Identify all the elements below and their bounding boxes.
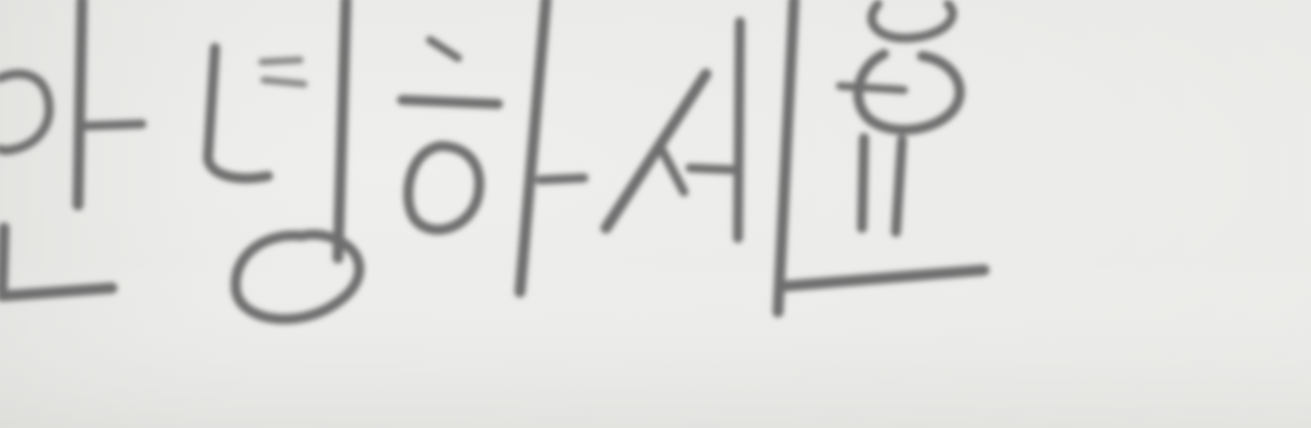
glyph-se [606,0,794,312]
glyph-an [0,0,142,296]
glyph-yo [786,4,984,286]
glyph-ha [402,0,584,292]
glyph-nyeong [208,0,359,319]
